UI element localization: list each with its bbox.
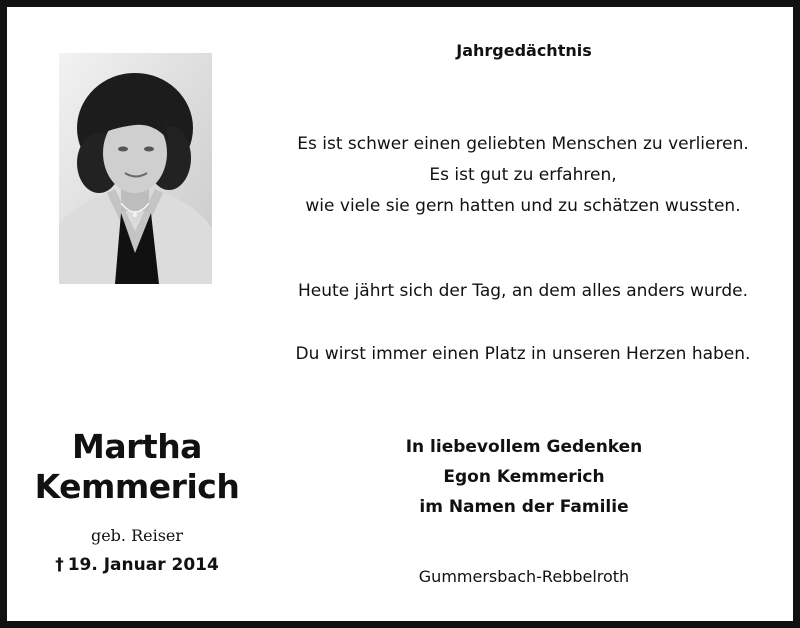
death-date: 19. Januar 2014 — [67, 555, 219, 575]
mourner-line: Egon Kemmerich — [443, 467, 605, 487]
portrait-photo — [59, 53, 212, 284]
poem-line: Es ist schwer einen geliebten Menschen zu verlieren. — [297, 134, 749, 154]
place-name: Gummersbach-Rebbelroth — [418, 567, 630, 586]
poem-line: wie viele sie gern hatten und zu schätzen wussten. — [305, 196, 741, 216]
poem-line: Es ist gut zu erfahren, — [429, 165, 617, 185]
death-date-line — [7, 555, 267, 575]
deceased-name — [7, 427, 267, 507]
mourners-block — [307, 432, 741, 522]
heart-message: Du wirst immer einen Platz in unseren Herzen haben. — [295, 344, 751, 364]
first-name: Martha — [72, 427, 202, 466]
mourner-line: im Namen der Familie — [419, 497, 629, 517]
anniversary-message: Heute jährt sich der Tag, an dem alles anders wurde. — [298, 281, 748, 301]
mourner-line: In liebevollem Gedenken — [405, 437, 643, 457]
last-name: Kemmerich — [34, 467, 240, 506]
maiden-name: geb. Reiser — [90, 526, 184, 545]
poem — [271, 129, 775, 222]
portrait-illustration — [59, 53, 212, 284]
heading-title: Jahrgedächtnis — [456, 41, 592, 60]
dagger-icon: † — [55, 555, 64, 575]
